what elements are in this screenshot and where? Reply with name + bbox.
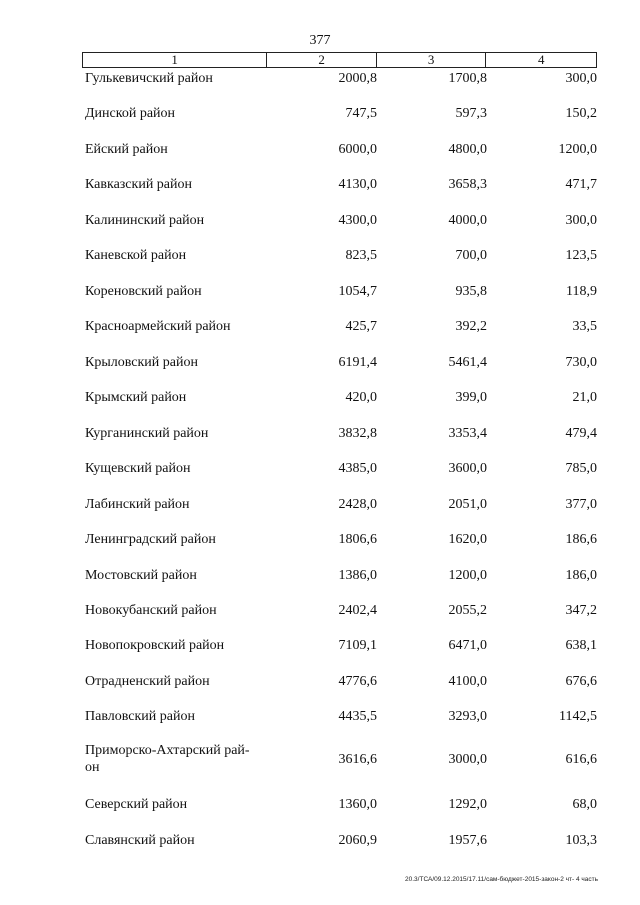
table-row [82, 602, 597, 619]
table-row [82, 247, 597, 264]
district-name: Приморско-Ахтарский рай- он [85, 743, 250, 775]
value-col-4: 1200,0 [558, 142, 597, 157]
value-col-3: 4000,0 [448, 213, 487, 228]
table-row [82, 832, 597, 849]
value-col-3: 1620,0 [448, 532, 487, 547]
value-col-4: 123,5 [565, 248, 597, 263]
value-col-4: 638,1 [565, 638, 597, 653]
value-col-3: 392,2 [455, 319, 487, 334]
district-name: Красноармейский район [85, 319, 231, 334]
value-col-3: 3658,3 [448, 177, 487, 192]
value-col-4: 730,0 [565, 355, 597, 370]
value-col-2: 4385,0 [338, 461, 377, 476]
table-row [82, 460, 597, 477]
value-col-2: 425,7 [345, 319, 377, 334]
district-name: Мостовский район [85, 568, 197, 583]
value-col-2: 3832,8 [338, 426, 377, 441]
table-row [82, 796, 597, 813]
value-col-4: 347,2 [565, 603, 597, 618]
value-col-4: 676,6 [565, 674, 597, 689]
table-row [82, 283, 597, 300]
district-name: Кущевский район [85, 461, 191, 476]
value-col-2: 420,0 [345, 390, 377, 405]
table-row [82, 425, 597, 442]
value-col-4: 785,0 [565, 461, 597, 476]
value-col-2: 2060,9 [338, 833, 377, 848]
value-col-3: 2051,0 [448, 497, 487, 512]
value-col-4: 186,0 [565, 568, 597, 583]
value-col-2: 2402,4 [338, 603, 377, 618]
table-row [82, 141, 597, 158]
value-col-2: 4776,6 [338, 674, 377, 689]
table-row [82, 567, 597, 584]
value-col-3: 1292,0 [448, 797, 487, 812]
value-col-3: 1700,8 [448, 71, 487, 86]
value-col-4: 616,6 [565, 752, 597, 767]
value-col-3: 399,0 [455, 390, 487, 405]
header-col-2: 2 [267, 53, 377, 67]
value-col-2: 2000,8 [338, 71, 377, 86]
district-name: Гулькевичский район [85, 71, 213, 86]
district-name: Отрадненский район [85, 674, 210, 689]
value-col-2: 2428,0 [338, 497, 377, 512]
district-name: Калининский район [85, 213, 205, 228]
value-col-2: 6000,0 [338, 142, 377, 157]
value-col-3: 597,3 [455, 106, 487, 121]
value-col-3: 3293,0 [448, 709, 487, 724]
value-col-4: 68,0 [572, 797, 597, 812]
value-col-3: 935,8 [455, 284, 487, 299]
district-name: Каневской район [85, 248, 187, 263]
value-col-3: 3000,0 [448, 752, 487, 767]
value-col-4: 33,5 [572, 319, 597, 334]
value-col-2: 6191,4 [338, 355, 377, 370]
value-col-3: 5461,4 [448, 355, 487, 370]
value-col-2: 823,5 [345, 248, 377, 263]
value-col-4: 186,6 [565, 532, 597, 547]
header-col-3: 3 [377, 53, 487, 67]
header-col-4: 4 [537, 52, 545, 67]
value-col-2: 747,5 [345, 106, 377, 121]
value-col-2: 1054,7 [338, 284, 377, 299]
table-row [82, 708, 597, 725]
table-row [82, 212, 597, 229]
table-row [82, 673, 597, 690]
table-row [82, 531, 597, 548]
value-col-4: 1142,5 [559, 709, 597, 724]
value-col-2: 1360,0 [338, 797, 377, 812]
value-col-3: 1200,0 [448, 568, 487, 583]
footer-file-path: 20.3/ТСА/09.12.2015/17.11/сам-бюджет-2015-закон-2 чт- 4 часть [405, 876, 598, 883]
table-row [82, 176, 597, 193]
table-row [82, 496, 597, 513]
page-number: 377 [309, 33, 331, 48]
value-col-2: 4300,0 [338, 213, 377, 228]
header-col-1: 1 [83, 53, 267, 67]
value-col-2: 4130,0 [338, 177, 377, 192]
value-col-4: 300,0 [565, 213, 597, 228]
district-name: Новопокровский район [85, 638, 225, 653]
value-col-3: 700,0 [455, 248, 487, 263]
district-name: Динской район [85, 106, 176, 121]
table-row [82, 70, 597, 87]
district-name: Павловский район [85, 709, 195, 724]
value-col-4: 479,4 [565, 426, 597, 441]
district-name: Лабинский район [85, 497, 190, 512]
district-name: Крымский район [85, 390, 187, 405]
value-col-2: 1386,0 [338, 568, 377, 583]
value-col-4: 21,0 [572, 390, 597, 405]
value-col-4: 471,7 [565, 177, 597, 192]
table-row [82, 637, 597, 654]
value-col-3: 4800,0 [448, 142, 487, 157]
value-col-3: 2055,2 [448, 603, 487, 618]
value-col-4: 377,0 [565, 497, 597, 512]
district-name: Курганинский район [85, 426, 209, 441]
value-col-3: 4100,0 [448, 674, 487, 689]
table-row [82, 742, 597, 776]
table-row [82, 389, 597, 406]
district-name: Северский район [85, 797, 188, 812]
table-row [82, 354, 597, 371]
table-header [82, 52, 597, 68]
value-col-2: 1806,6 [338, 532, 377, 547]
value-col-3: 3353,4 [448, 426, 487, 441]
district-name: Славянский район [85, 833, 195, 848]
value-col-4: 300,0 [565, 71, 597, 86]
value-col-2: 4435,5 [338, 709, 377, 724]
value-col-4: 103,3 [565, 833, 597, 848]
value-col-4: 150,2 [565, 106, 597, 121]
district-name: Новокубанский район [85, 603, 217, 618]
value-col-2: 7109,1 [338, 638, 377, 653]
value-col-2: 3616,6 [338, 752, 377, 767]
value-col-4: 118,9 [566, 284, 597, 299]
value-col-3: 3600,0 [448, 461, 487, 476]
district-name: Кореновский район [85, 284, 202, 299]
district-name: Ленинградский район [85, 532, 216, 547]
district-name: Крыловский район [85, 355, 198, 370]
table-row [82, 318, 597, 335]
table-row [82, 105, 597, 122]
district-name: Ейский район [85, 142, 168, 157]
district-name: Кавказский район [85, 177, 193, 192]
value-col-3: 6471,0 [448, 638, 487, 653]
value-col-3: 1957,6 [448, 833, 487, 848]
